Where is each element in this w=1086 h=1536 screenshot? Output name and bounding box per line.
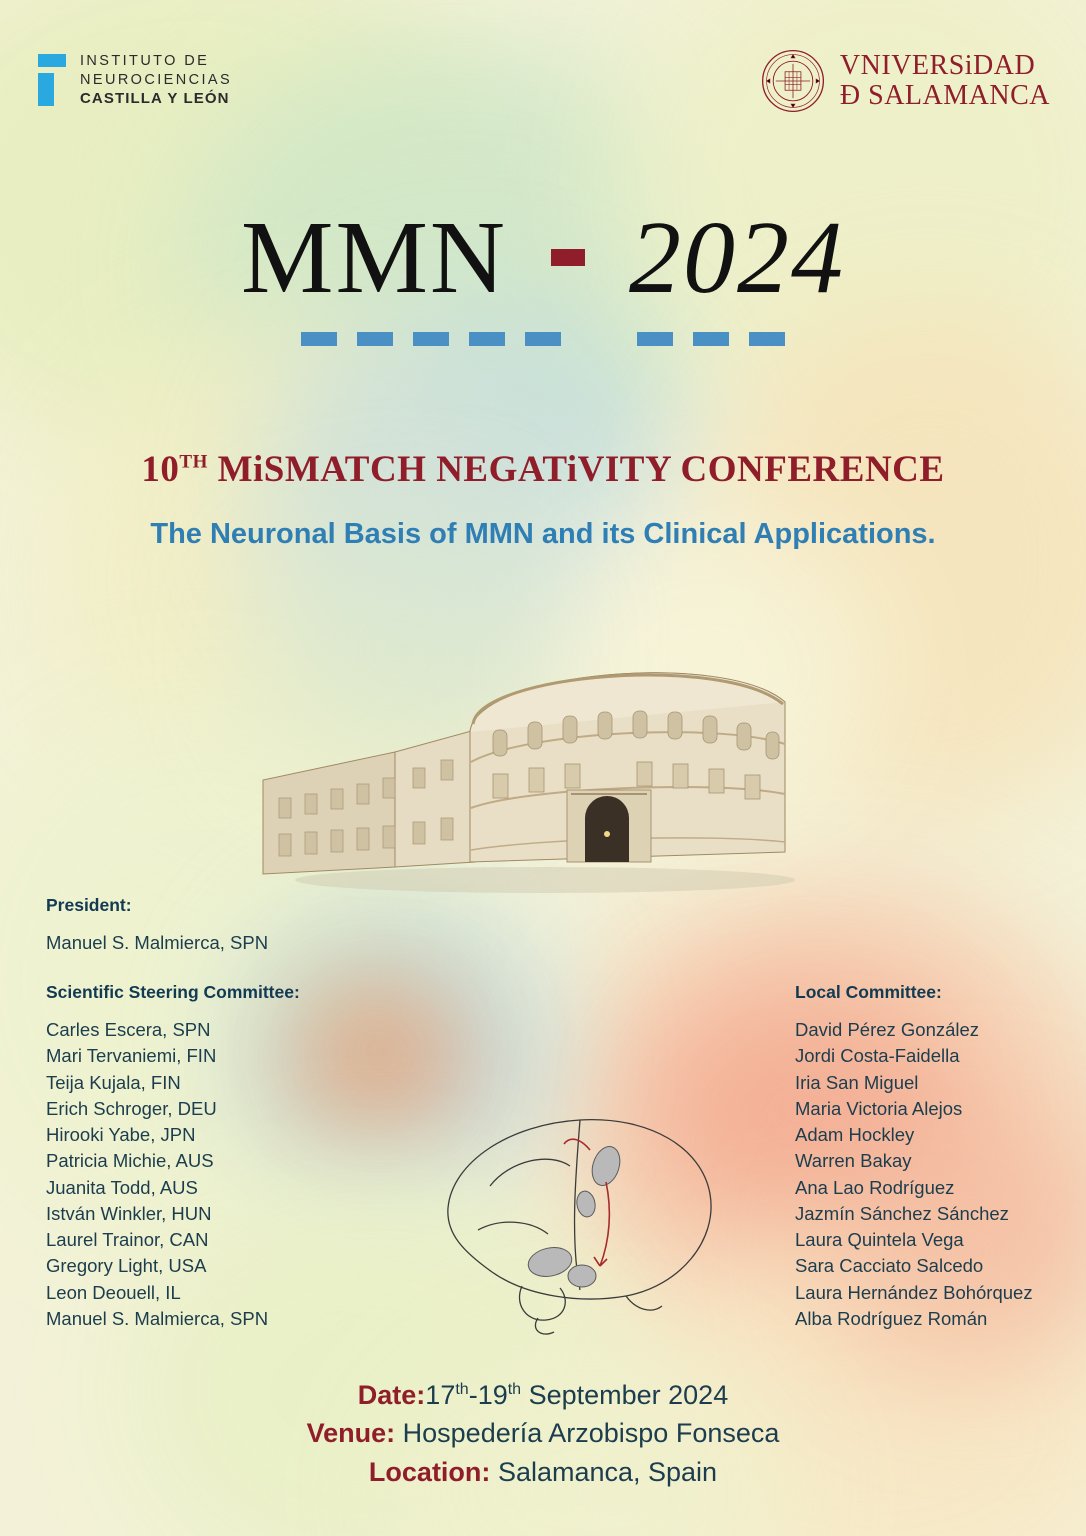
instituto-logo-line3: CASTILLA Y LEÓN [80,90,230,108]
list-item: Gregory Light, USA [46,1255,207,1277]
list-item: Carles Escera, SPN [46,1019,211,1040]
venue-label: Venue: [306,1418,396,1449]
list-item: Erich Schroger, DEU [46,1097,217,1119]
conference-ordinal-suffix: TH [179,451,208,473]
brain-diagram [430,1090,730,1340]
date-day-from-sup: th [455,1381,469,1398]
conference-name [0,448,1086,491]
list-item: Ana Lao Rodríguez [795,1176,955,1198]
list-item: Laura Hernández Bohórquez [795,1281,1033,1303]
poster-title [0,198,1086,317]
steering-committee-block [46,982,386,1332]
logo-universidad-salamanca [760,48,1050,114]
list-item: Sara Cacciato Salcedo [795,1255,984,1277]
conference-theme: The Neuronal Basis of MMN and its Clinical Applications. [150,518,936,550]
list-item: Maria Victoria Alejos [795,1097,963,1119]
location-label: Location: [368,1456,491,1487]
president-heading: President: [46,895,132,915]
steering-committee-list [46,1017,386,1332]
list-item: Jazmín Sánchez Sánchez [795,1202,1009,1224]
instituto-logo-line2: NEUROCIENCIAS [80,71,233,88]
building-illustration [245,612,845,902]
instituto-logo-line1: INSTITUTO DE [80,53,210,69]
footer-venue-row [0,1414,1086,1452]
footer-location-row [0,1453,1086,1491]
conference-ordinal: 10 [141,449,180,490]
title-year: 2024 [629,200,846,315]
title-main: MMN [240,200,508,315]
local-committee-heading: Local Committee: [795,982,942,1002]
date-rest: September 2024 [521,1380,729,1410]
footer-date-row [0,1376,1086,1414]
list-item: Hirooki Yabe, JPN [46,1124,196,1146]
date-dash: - [468,1380,478,1410]
list-item: Juanita Todd, AUS [46,1176,198,1198]
list-item: Patricia Michie, AUS [46,1150,214,1172]
university-seal-icon [760,48,826,114]
decorative-dash-row [0,332,1086,346]
list-item: Jordi Costa-Faidella [795,1045,960,1067]
title-dash-icon [551,249,585,266]
local-committee-block [795,982,1065,1332]
conference-name-rest: MiSMATCH NEGATiVITY CONFERENCE [207,449,945,490]
list-item: Leon Deouell, IL [46,1281,181,1303]
list-item: István Winkler, HUN [46,1202,212,1224]
president-block [46,895,268,956]
date-day-from: 17 [425,1380,456,1410]
list-item: Manuel S. Malmierca, SPN [46,1307,269,1329]
date-label: Date: [357,1380,426,1410]
president-name: Manuel S. Malmierca, SPN [46,932,269,953]
list-item: Warren Bakay [795,1150,912,1172]
list-item: Iria San Miguel [795,1071,919,1093]
footer-details [0,1376,1086,1491]
list-item: Laura Quintela Vega [795,1229,964,1251]
list-item: Alba Rodríguez Román [795,1307,988,1329]
logo-instituto-neurociencias [38,52,232,108]
usal-logo-line2: Ð SALAMANCA [839,80,1050,111]
list-item: Teija Kujala, FIN [46,1071,181,1093]
list-item: Adam Hockley [795,1124,915,1146]
instituto-logo-icon [38,54,66,106]
local-committee-list [795,1017,1065,1332]
list-item: Mari Tervaniemi, FIN [46,1045,217,1067]
date-day-to-sup: th [507,1381,522,1398]
list-item: Laurel Trainor, CAN [46,1229,209,1251]
usal-logo-line1: VNIVERSiDAD [839,50,1036,82]
venue-value: Hospedería Arzobispo Fonseca [402,1418,780,1449]
list-item: David Pérez González [795,1019,980,1040]
date-day-to: 19 [477,1380,508,1410]
location-value: Salamanca, Spain [497,1456,718,1487]
steering-committee-heading: Scientific Steering Committee: [46,982,300,1002]
